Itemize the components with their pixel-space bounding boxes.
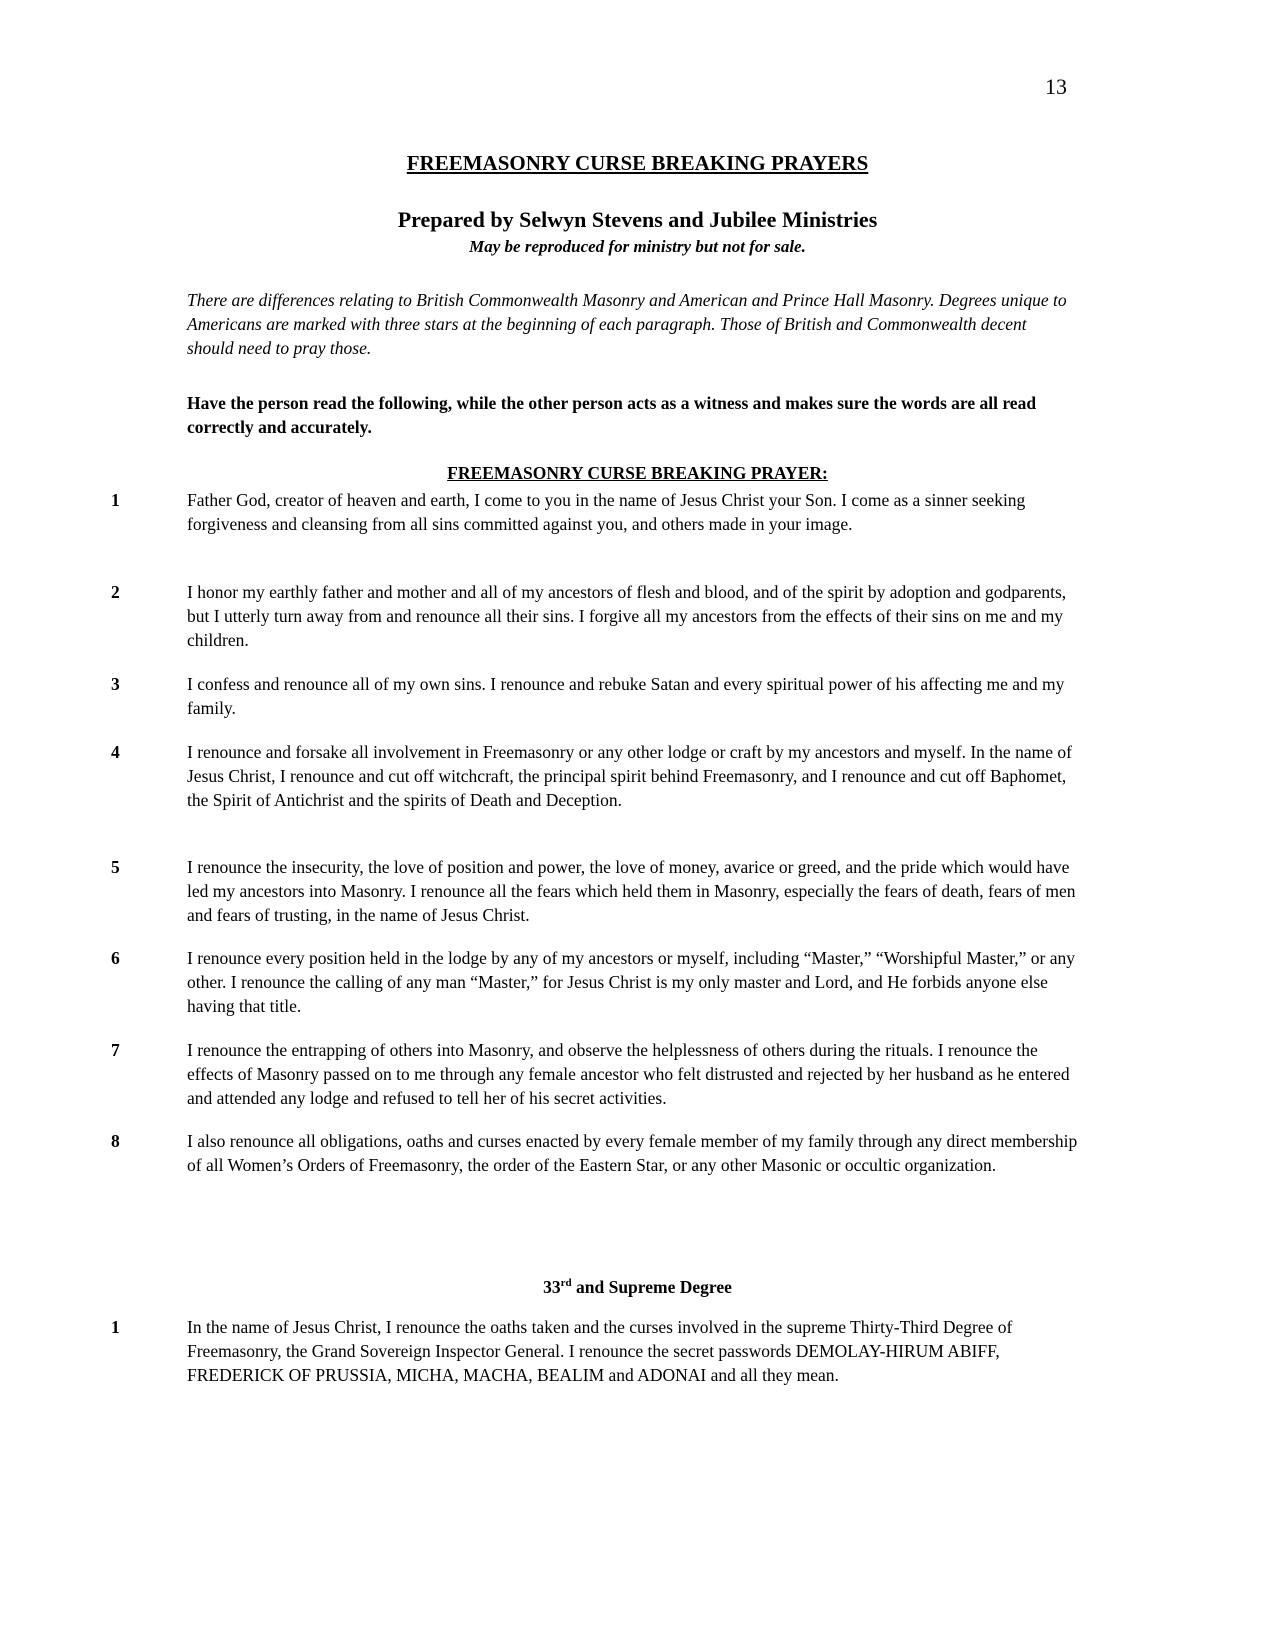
page-number: 13 [1045, 74, 1067, 99]
paragraph-number: 4 [111, 742, 120, 762]
heading-number: 33 [543, 1277, 561, 1297]
instruction-paragraph: Have the person read the following, while the other person acts as a witness and makes sure the words are all read correctly and accurately. [187, 393, 1037, 437]
paragraph-text: In the name of Jesus Christ, I renounce the oaths taken and the curses involved in the supreme Thirty-Third Degree of Freemasonry, the Grand Sovereign Inspector General. I renounce the secret passwords DEMOLAY-HIRUM ABIFF, FREDERICK OF PRUSSIA, MICHA, MACHA, BEALIM and ADONAI and all they mean. [187, 1317, 1013, 1385]
paragraph-text: I renounce every position held in the lodge by any of my ancestors or myself, including “Master,” “Worshipful Master,” or any other. I renounce the calling of any man “Master,” for Jesus Christ is my only master and Lord, and He forbids anyone else having that title. [187, 948, 1075, 1016]
paragraph-text: I also renounce all obligations, oaths and curses enacted by every female member of my family through any direct membership of all Women’s Orders of Freemasonry, the order of the Eastern Star, or any other Masonic or occultic organization. [187, 1131, 1078, 1175]
document-title: FREEMASONRY CURSE BREAKING PRAYERS [406, 151, 869, 175]
paragraph-text: I renounce the insecurity, the love of position and power, the love of money, avarice or greed, and the pride which would have led my ancestors into Masonry. I renounce all the fears which held them in Masonry, especially the fears of death, fears of men and fears of trusting, in the name of Jesus Christ. [187, 857, 1076, 925]
reproduction-notice: May be reproduced for ministry but not for sale. [469, 237, 806, 256]
paragraph-number: 2 [111, 582, 120, 602]
document-subtitle: Prepared by Selwyn Stevens and Jubilee Ministries [397, 207, 878, 232]
paragraph-number: 7 [111, 1040, 120, 1060]
paragraph-text: Father God, creator of heaven and earth, I come to you in the name of Jesus Christ your Son. I come as a sinner seeking forgiveness and cleansing from all sins committed against you, and others made in your image. [187, 490, 1026, 534]
heading-rest: and Supreme Degree [571, 1277, 732, 1297]
section-heading-33rd-degree [0, 1275, 1275, 1299]
paragraph-number: 6 [111, 948, 120, 968]
paragraph-number: 1 [111, 1317, 120, 1337]
paragraph-number: 8 [111, 1131, 120, 1151]
paragraph-text: I honor my earthly father and mother and all of my ancestors of flesh and blood, and of the spirit by adoption and godparents, but I utterly turn away from and renounce all their sins. I forgive all my ancestors from the effects of their sins on me and my children. [187, 582, 1067, 650]
section-heading-prayer: FREEMASONRY CURSE BREAKING PRAYER: [447, 463, 828, 483]
paragraph-text: I confess and renounce all of my own sins. I renounce and rebuke Satan and every spiritual power of his affecting me and my family. [187, 674, 1065, 718]
heading-ordinal-suffix: rd [560, 1277, 572, 1290]
paragraph-number: 3 [111, 674, 120, 694]
paragraph-number: 1 [111, 490, 120, 510]
paragraph-text: I renounce the entrapping of others into Masonry, and observe the helplessness of others during the rituals. I renounce the effects of Masonry passed on to me through any female ancestor who felt distrusted and rejected by her husband as he entered and attended any lodge and refused to tell her of his secret activities. [187, 1040, 1070, 1108]
paragraph-number: 5 [111, 857, 120, 877]
intro-paragraph: There are differences relating to British Commonwealth Masonry and American and Prince Hall Masonry. Degrees unique to Americans are marked with three stars at the beginning of each paragraph. Those of British and Commonwealth decent should need to pray those. [187, 290, 1067, 358]
paragraph-text: I renounce and forsake all involvement in Freemasonry or any other lodge or craft by my ancestors and myself. In the name of Jesus Christ, I renounce and cut off witchcraft, the principal spirit behind Freemasonry, and I renounce and cut off Baphomet, the Spirit of Antichrist and the spirits of Death and Deception. [187, 742, 1072, 810]
